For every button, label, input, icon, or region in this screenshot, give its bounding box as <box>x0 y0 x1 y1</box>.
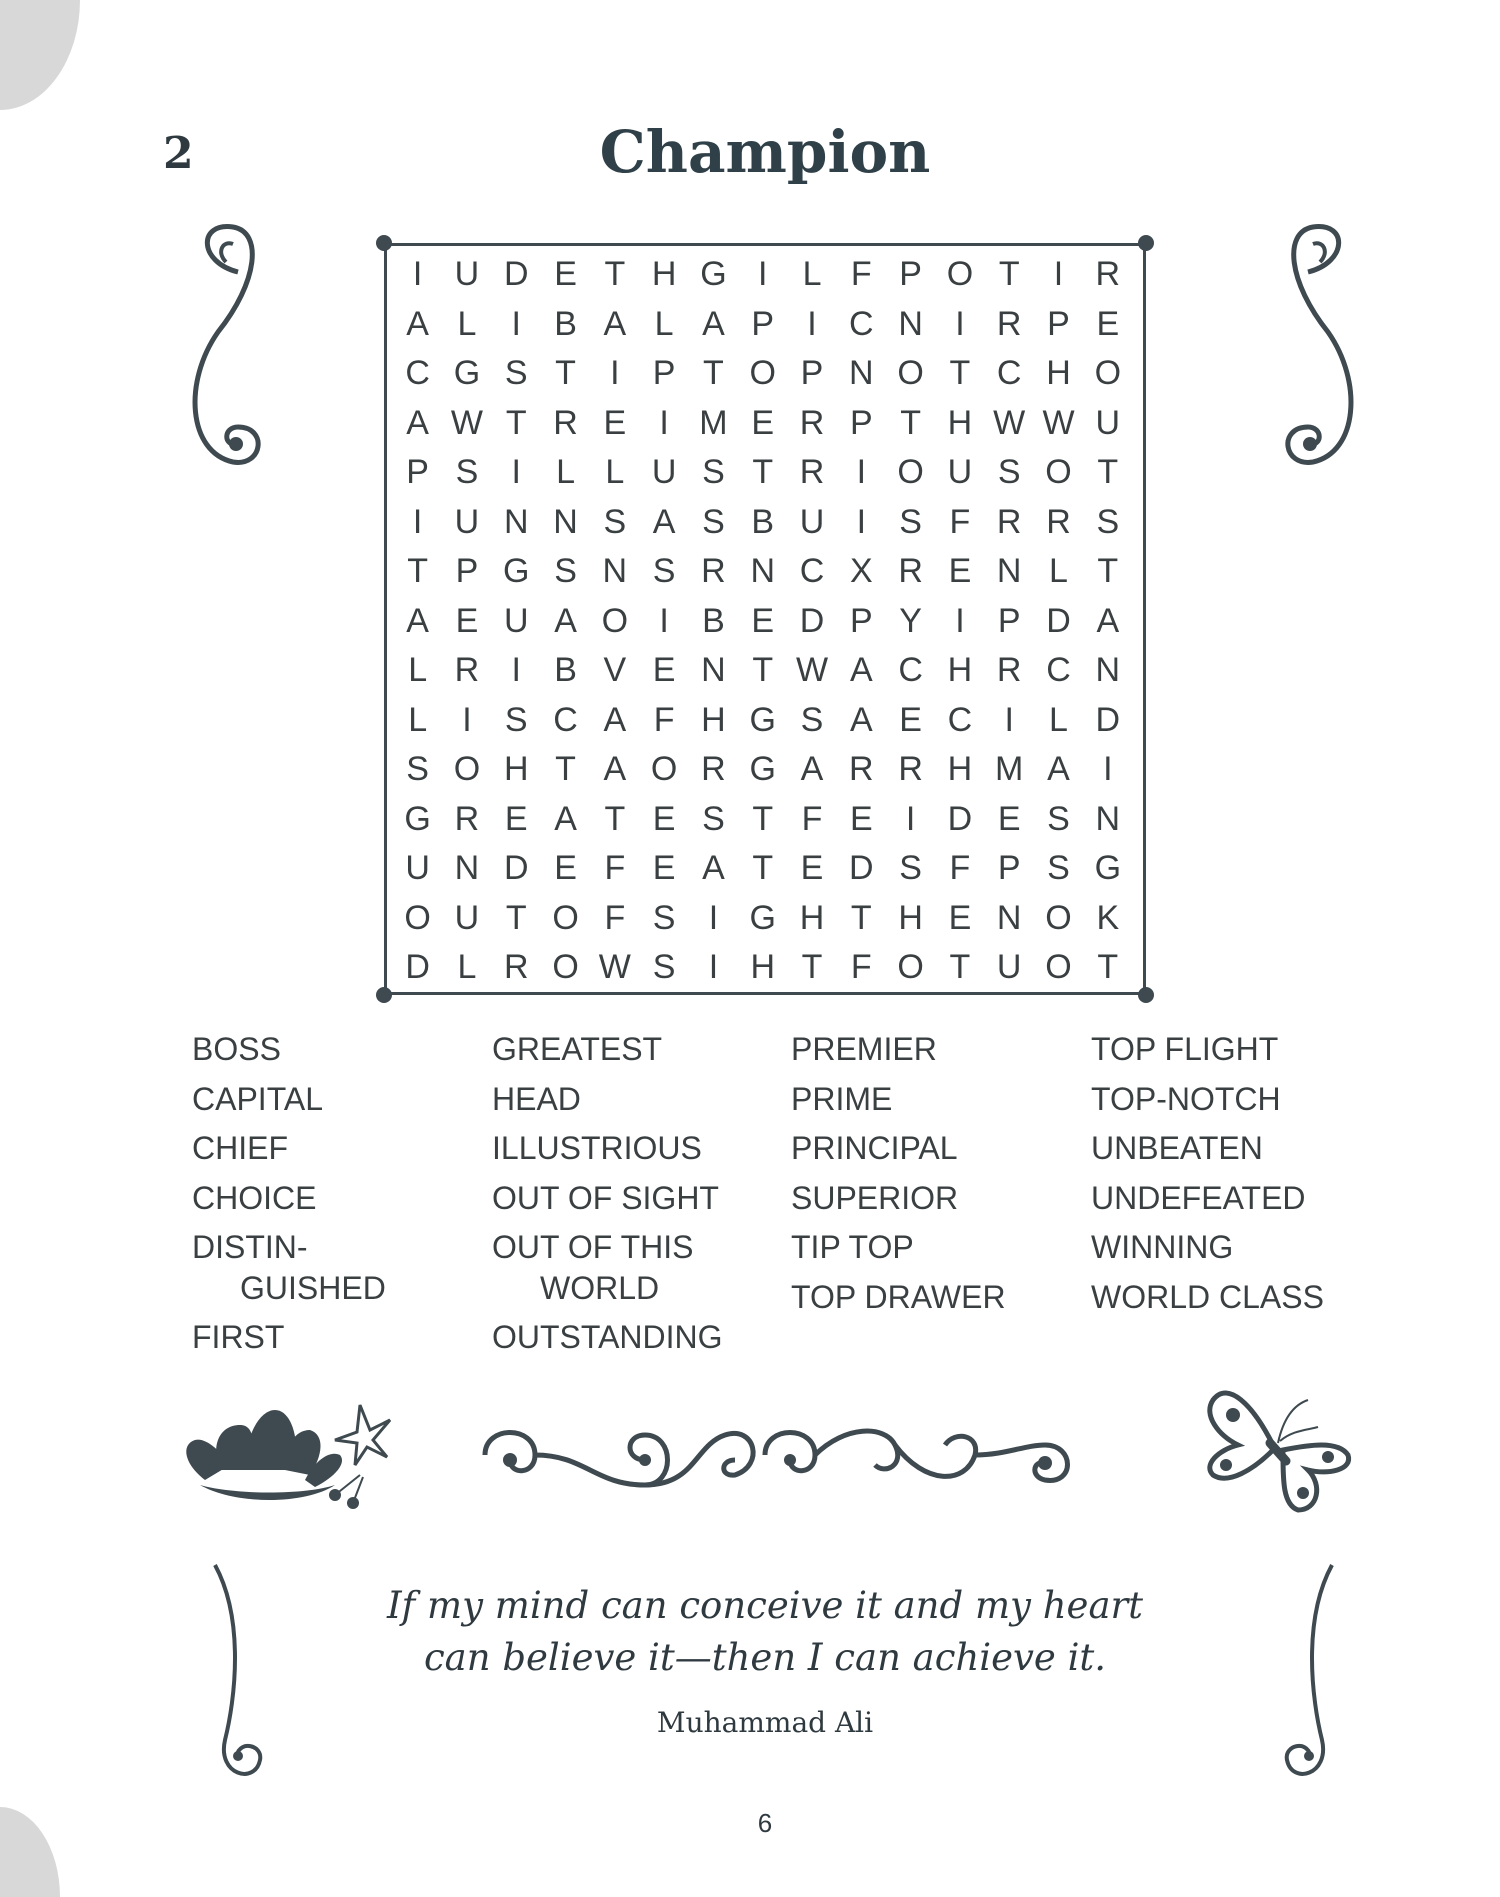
grid-letter: L <box>1049 552 1068 590</box>
grid-letter: C <box>849 304 874 343</box>
grid-letter: U <box>799 502 825 541</box>
grid-letter: I <box>412 255 423 293</box>
grid-letter: H <box>651 255 677 293</box>
grid-letter: T <box>752 651 774 689</box>
grid-letter: I <box>610 354 620 392</box>
grid-letter: D <box>947 799 973 838</box>
grid-letter: F <box>653 700 675 739</box>
grid-letter: W <box>598 948 631 986</box>
grid-letter: H <box>947 651 973 689</box>
grid-letter: R <box>799 453 825 491</box>
grid-letter: T <box>1097 453 1119 491</box>
grid-letter: W <box>1042 403 1075 442</box>
letter-grid <box>393 250 1132 993</box>
grid-letter: F <box>604 898 626 937</box>
grid-letter: T <box>703 354 724 392</box>
grid-letter: N <box>898 304 923 343</box>
grid-letter: T <box>949 948 971 986</box>
grid-letter: H <box>1046 354 1071 392</box>
grid-letter: O <box>897 354 924 392</box>
grid-letter: H <box>898 898 923 937</box>
grid-letter: P <box>406 453 429 491</box>
grid-letter: S <box>455 453 479 491</box>
grid-letter: E <box>948 898 972 937</box>
grid-letter: T <box>998 255 1020 293</box>
page-corner-shadow-top <box>0 0 80 110</box>
grid-letter: H <box>701 700 726 739</box>
grid-letter: O <box>1094 354 1122 392</box>
butterfly-icon <box>1198 1375 1358 1535</box>
grid-letter: P <box>652 354 676 392</box>
grid-letter: S <box>1096 502 1120 541</box>
grid-letter: O <box>1045 898 1072 937</box>
grid-letter: C <box>996 354 1022 392</box>
grid-letter: T <box>850 898 872 937</box>
grid-letter: U <box>454 255 480 293</box>
grid-letter: C <box>553 700 578 739</box>
word-item: TIP TOP <box>791 1229 914 1265</box>
grid-letter: N <box>503 502 529 541</box>
grid-letter: I <box>807 304 817 343</box>
grid-letter: G <box>700 255 727 293</box>
right-swirl-icon <box>1258 222 1368 492</box>
grid-letter: N <box>750 552 775 590</box>
grid-letter: O <box>601 601 629 640</box>
word-column-4 <box>1091 1025 1324 1322</box>
grid-letter: A <box>702 304 725 343</box>
grid-letter: I <box>905 799 916 838</box>
grid-letter: G <box>749 700 776 739</box>
grid-letter: D <box>405 948 430 986</box>
word-item: CHIEF <box>192 1130 288 1166</box>
grid-letter: A <box>702 849 725 887</box>
grid-letter: E <box>652 849 676 887</box>
word-item: CAPITAL <box>192 1080 323 1117</box>
grid-letter: I <box>1053 255 1064 293</box>
grid-letter: D <box>503 849 529 887</box>
grid-letter: I <box>856 453 867 491</box>
word-item: TOP-NOTCH <box>1091 1080 1281 1117</box>
grid-letter: F <box>850 948 872 986</box>
grid-letter: S <box>406 750 429 788</box>
grid-letter: E <box>504 799 528 838</box>
word-column-1 <box>192 1025 386 1363</box>
grid-letter: G <box>453 354 481 392</box>
word-item: PREMIER <box>791 1031 937 1067</box>
grid-letter: E <box>849 799 873 838</box>
grid-letter: U <box>454 898 480 937</box>
grid-letter: B <box>751 502 775 541</box>
grid-letter: D <box>799 601 825 640</box>
grid-letter: A <box>406 601 429 640</box>
quote-author: Muhammad Ali <box>656 1706 874 1739</box>
grid-letter: N <box>701 651 726 689</box>
quote-text <box>0 1580 1500 1684</box>
quote-line: can believe it—then I can achieve it. <box>423 1636 1107 1679</box>
grid-letter: N <box>1095 651 1121 689</box>
grid-letter: S <box>1047 799 1070 838</box>
grid-letter: L <box>802 255 822 293</box>
grid-letter: R <box>701 750 726 788</box>
word-item: PRINCIPAL <box>791 1130 958 1166</box>
grid-letter: E <box>652 799 676 838</box>
grid-letter: C <box>947 700 973 739</box>
word-item: WORLD CLASS <box>1091 1278 1324 1315</box>
grid-letter: M <box>995 750 1024 788</box>
grid-letter: P <box>849 601 873 640</box>
grid-letter: O <box>453 750 481 788</box>
grid-letter: F <box>801 799 823 838</box>
grid-letter: U <box>996 948 1022 986</box>
grid-letter: I <box>708 948 719 986</box>
grid-letter: I <box>659 601 669 640</box>
grid-letter: T <box>1097 948 1119 986</box>
grid-letter: R <box>503 948 529 986</box>
grid-letter: S <box>899 849 922 887</box>
grid-letter: E <box>899 700 922 739</box>
grid-letter: B <box>554 304 577 343</box>
word-item: UNBEATEN <box>1091 1130 1263 1166</box>
word-column-2 <box>492 1025 723 1363</box>
grid-letter: D <box>503 255 529 293</box>
grid-letter: T <box>752 849 774 887</box>
grid-letter: S <box>702 502 725 541</box>
grid-letter: W <box>450 403 483 442</box>
grid-letter: U <box>405 849 430 887</box>
word-item: TOP DRAWER <box>791 1278 1006 1315</box>
grid-letter: K <box>1096 898 1120 937</box>
grid-letter: A <box>406 304 429 343</box>
grid-letter: O <box>749 354 776 392</box>
word-item: OUTSTANDING <box>492 1319 723 1355</box>
word-item: TOP FLIGHT <box>1091 1031 1279 1067</box>
grid-letter: S <box>652 898 676 937</box>
frame-corner-dot <box>1138 235 1154 251</box>
word-item: FIRST <box>192 1319 285 1355</box>
grid-letter: A <box>603 700 627 739</box>
frame-corner-dot <box>1138 987 1154 1003</box>
grid-letter: N <box>996 552 1022 590</box>
grid-letter: S <box>997 453 1021 491</box>
grid-letter: U <box>503 601 529 640</box>
frame-corner-dot <box>376 235 392 251</box>
grid-letter: P <box>899 255 922 293</box>
grid-letter: G <box>749 750 776 788</box>
grid-letter: O <box>946 255 974 293</box>
grid-letter: S <box>652 552 676 590</box>
grid-letter: I <box>955 601 965 640</box>
word-item: PRIME <box>791 1080 893 1117</box>
grid-letter: R <box>849 750 874 788</box>
grid-letter: A <box>800 750 824 788</box>
grid-letter: T <box>801 948 823 986</box>
grid-letter: E <box>652 651 676 689</box>
grid-letter: G <box>1094 849 1122 887</box>
grid-letter: A <box>652 502 676 541</box>
grid-letter: S <box>603 502 627 541</box>
grid-letter: F <box>850 255 872 293</box>
grid-letter: S <box>504 354 528 392</box>
grid-letter: R <box>898 552 923 590</box>
grid-letter: T <box>752 453 774 491</box>
word-item: BOSS <box>192 1031 281 1067</box>
grid-letter: P <box>997 849 1021 887</box>
grid-letter: W <box>993 403 1026 442</box>
grid-letter: P <box>849 403 873 442</box>
grid-letter: A <box>849 700 873 739</box>
grid-letter: I <box>1004 700 1014 739</box>
word-item: GREATEST <box>492 1031 663 1067</box>
grid-letter: O <box>897 948 924 986</box>
grid-letter: D <box>849 849 874 887</box>
grid-letter: E <box>800 849 824 887</box>
grid-letter: V <box>603 651 627 689</box>
grid-letter: G <box>749 898 776 937</box>
grid-letter: A <box>603 304 627 343</box>
grid-letter: S <box>554 552 577 590</box>
page-title: Champion <box>599 118 931 186</box>
grid-letter: E <box>948 552 972 590</box>
grid-letter: I <box>462 700 472 739</box>
grid-letter: U <box>651 453 677 491</box>
grid-letter: R <box>454 799 480 838</box>
grid-letter: I <box>659 403 669 442</box>
grid-letter: T <box>1097 552 1119 590</box>
grid-letter: P <box>1047 304 1070 343</box>
grid-letter: T <box>505 403 527 442</box>
grid-letter: O <box>552 948 579 986</box>
grid-letter: I <box>511 304 521 343</box>
grid-letter: T <box>604 255 626 293</box>
grid-letter: S <box>652 948 676 986</box>
grid-letter: R <box>996 502 1022 541</box>
word-column-3 <box>791 1025 1006 1322</box>
grid-letter: U <box>454 502 480 541</box>
word-item: DISTIN- <box>192 1229 308 1265</box>
grid-letter: G <box>404 799 431 838</box>
grid-letter: L <box>654 304 674 343</box>
grid-letter: F <box>949 849 971 887</box>
grid-letter: T <box>555 354 576 392</box>
grid-letter: T <box>505 898 527 937</box>
grid-letter: I <box>511 453 521 491</box>
grid-letter: L <box>605 453 625 491</box>
quote-line: If my mind can conceive it and my heart <box>386 1584 1144 1627</box>
grid-letter: X <box>849 552 873 590</box>
frame-corner-dot <box>376 987 392 1003</box>
grid-letter: C <box>799 552 825 590</box>
grid-letter: I <box>955 304 965 343</box>
lotus-flower-icon <box>175 1385 395 1515</box>
grid-letter: R <box>799 403 825 442</box>
grid-letter: P <box>997 601 1021 640</box>
word-item: UNDEFEATED <box>1091 1179 1306 1216</box>
grid-letter: E <box>1096 304 1120 343</box>
grid-letter: T <box>949 354 971 392</box>
grid-letter: R <box>996 651 1022 689</box>
grid-letter: S <box>702 453 725 491</box>
grid-letter: C <box>1046 651 1071 689</box>
grid-letter: H <box>947 750 973 788</box>
grid-letter: S <box>702 799 725 838</box>
grid-letter: E <box>997 799 1021 838</box>
word-item: OUT OF SIGHT <box>492 1179 719 1216</box>
grid-letter: H <box>750 948 775 986</box>
grid-letter: Y <box>899 601 922 640</box>
grid-letter: P <box>455 552 479 590</box>
grid-letter: R <box>898 750 923 788</box>
grid-letter: L <box>556 453 575 491</box>
grid-letter: A <box>849 651 873 689</box>
grid-letter: T <box>900 403 921 442</box>
grid-letter: A <box>1047 750 1070 788</box>
grid-letter: A <box>603 750 627 788</box>
grid-letter: O <box>404 898 431 937</box>
grid-letter: E <box>455 601 479 640</box>
grid-letter: M <box>699 403 728 442</box>
word-item: CHOICE <box>192 1179 317 1216</box>
grid-letter: I <box>412 502 423 541</box>
swirl-divider-icon <box>465 1405 1095 1505</box>
grid-letter: B <box>702 601 725 640</box>
grid-letter: G <box>503 552 530 590</box>
grid-letter: I <box>511 651 521 689</box>
page-number: 6 <box>757 1808 773 1838</box>
grid-letter: U <box>1095 403 1121 442</box>
grid-letter: P <box>800 354 824 392</box>
grid-letter: H <box>947 403 973 442</box>
puzzle-number: 2 <box>163 128 194 179</box>
grid-letter: N <box>553 502 578 541</box>
grid-letter: L <box>408 651 428 689</box>
grid-letter: A <box>406 403 429 442</box>
grid-letter: T <box>604 799 626 838</box>
grid-letter: S <box>504 700 528 739</box>
word-item: WORLD <box>540 1269 660 1306</box>
grid-letter: E <box>751 403 775 442</box>
grid-letter: I <box>708 898 719 937</box>
grid-letter: R <box>454 651 480 689</box>
grid-letter: S <box>800 700 824 739</box>
grid-letter: F <box>949 502 971 541</box>
grid-letter: R <box>1095 255 1121 293</box>
grid-letter: O <box>1045 948 1072 986</box>
grid-letter: N <box>849 354 874 392</box>
grid-letter: C <box>405 354 430 392</box>
grid-letter: E <box>554 255 577 293</box>
grid-letter: C <box>898 651 923 689</box>
word-item: HEAD <box>492 1080 581 1117</box>
grid-letter: N <box>1095 799 1121 838</box>
grid-letter: E <box>751 601 775 640</box>
grid-letter: I <box>1103 750 1113 788</box>
grid-letter: D <box>1095 700 1121 739</box>
grid-letter: R <box>1046 502 1071 541</box>
word-item: GUISHED <box>240 1269 386 1306</box>
grid-letter: E <box>603 403 627 442</box>
grid-letter: A <box>554 799 577 838</box>
grid-letter: E <box>554 849 577 887</box>
grid-letter: T <box>407 552 429 590</box>
word-item: SUPERIOR <box>791 1179 959 1216</box>
grid-letter: U <box>947 453 973 491</box>
word-item: OUT OF THIS <box>492 1229 694 1265</box>
grid-letter: L <box>408 700 428 739</box>
grid-letter: N <box>996 898 1022 937</box>
grid-letter: I <box>758 255 768 293</box>
grid-letter: H <box>503 750 529 788</box>
grid-letter: T <box>555 750 576 788</box>
grid-letter: L <box>1049 700 1068 739</box>
word-item: ILLUSTRIOUS <box>492 1130 702 1166</box>
grid-letter: A <box>554 601 577 640</box>
grid-letter: L <box>457 948 477 986</box>
grid-letter: S <box>1047 849 1070 887</box>
grid-letter: O <box>552 898 579 937</box>
grid-letter: O <box>897 453 924 491</box>
grid-letter: O <box>650 750 678 788</box>
grid-letter: F <box>604 849 626 887</box>
grid-letter: B <box>554 651 577 689</box>
grid-letter: T <box>752 799 774 838</box>
grid-letter: W <box>795 651 829 689</box>
left-swirl-icon <box>178 222 288 492</box>
grid-letter: L <box>457 304 477 343</box>
grid-letter: R <box>553 403 578 442</box>
grid-letter: I <box>856 502 867 541</box>
grid-letter: D <box>1046 601 1071 640</box>
grid-letter: H <box>799 898 825 937</box>
grid-letter: R <box>996 304 1022 343</box>
grid-letter: P <box>751 304 775 343</box>
grid-letter: R <box>701 552 726 590</box>
grid-letter: S <box>899 502 922 541</box>
grid-letter: N <box>602 552 628 590</box>
word-item: WINNING <box>1091 1229 1234 1265</box>
grid-letter: N <box>454 849 480 887</box>
grid-letter: O <box>1045 453 1072 491</box>
grid-letter: A <box>1096 601 1120 640</box>
